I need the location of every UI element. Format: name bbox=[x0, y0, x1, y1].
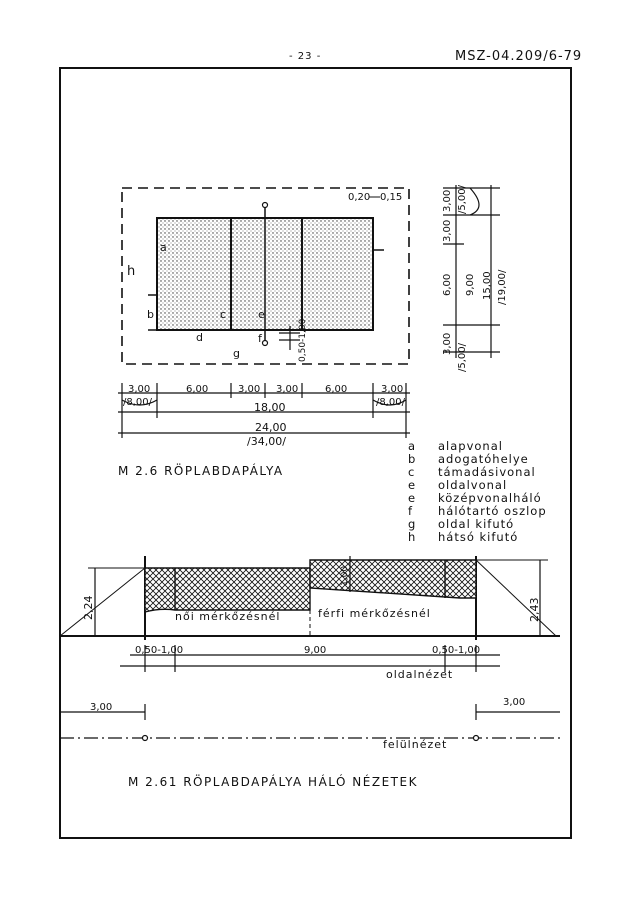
post-offset-right: 0,50-1,00 bbox=[432, 645, 481, 656]
dim-seg3: 3,00 bbox=[276, 384, 299, 395]
side-dim-total-alt: /19,00/ bbox=[497, 269, 508, 305]
letter-f: f bbox=[258, 332, 262, 345]
side-view-label: oldalnézet bbox=[386, 668, 454, 681]
dim-total-length: 24,00 bbox=[255, 421, 287, 434]
dim-end-left-total: /8,00/ bbox=[123, 397, 153, 408]
dim-end-right: 3,00 bbox=[381, 384, 404, 395]
net-post-bottom bbox=[263, 341, 268, 346]
side-dim-mid2: 6,00 bbox=[442, 273, 453, 296]
legend-key: b bbox=[408, 452, 417, 466]
legend-text: hálótartó oszlop bbox=[438, 504, 547, 518]
letter-d: d bbox=[196, 331, 203, 344]
women-label: női mérkőzésnél bbox=[175, 610, 281, 623]
letter-b: b bbox=[147, 308, 154, 321]
side-dim-bottom-alt: /5,00/ bbox=[457, 342, 468, 372]
legend-key: a bbox=[408, 439, 417, 453]
post-offset-left: 0,50-1,00 bbox=[135, 645, 184, 656]
figure-1-caption: M 2.6 RÖPLABDAPÁLYA bbox=[118, 464, 284, 478]
anchor-right: 3,00 bbox=[503, 697, 526, 708]
legend-text: oldal kifutó bbox=[438, 517, 515, 531]
letter-h: h bbox=[127, 264, 136, 279]
legend-text: alapvonal bbox=[438, 439, 503, 453]
dim-seg1: 6,00 bbox=[186, 384, 209, 395]
dim-end-left: 3,00 bbox=[128, 384, 151, 395]
court-plan bbox=[122, 188, 409, 364]
net-post-top bbox=[263, 203, 268, 208]
standard-code: MSZ-04.209/6-79 bbox=[455, 49, 583, 64]
side-dim-half: 9,00 bbox=[465, 273, 476, 296]
center-span: 9,00 bbox=[304, 645, 327, 656]
legend-text: adogatóhelye bbox=[438, 452, 529, 466]
side-dim-bottom: 3,00 bbox=[442, 332, 453, 355]
legend-key: e bbox=[408, 478, 417, 492]
dim-total-length-alt: /34,00/ bbox=[247, 435, 286, 448]
net-depth: 1,00 bbox=[340, 565, 350, 586]
letter-g: g bbox=[233, 347, 240, 360]
dim-end-right-total: /8,00/ bbox=[376, 397, 406, 408]
figure-2-caption: M 2.61 RÖPLABDAPÁLYA HÁLÓ NÉZETEK bbox=[128, 775, 418, 789]
legend-text: középvonalháló bbox=[438, 491, 542, 505]
legend-key: e bbox=[408, 491, 417, 505]
post-offset-dim: 0,50-1,00 bbox=[298, 318, 308, 362]
dim-seg4: 6,00 bbox=[325, 384, 348, 395]
net-post-dim-2: 0,15 bbox=[380, 192, 403, 203]
net-post-dim: 0,20 bbox=[348, 192, 371, 203]
side-dim-top: 3,00 bbox=[442, 189, 453, 212]
letter-e: e bbox=[258, 308, 265, 321]
legend-text: hátsó kifutó bbox=[438, 530, 519, 544]
side-dim-mid1: 3,00 bbox=[442, 219, 453, 242]
net-women bbox=[145, 568, 310, 612]
page-number: - 23 - bbox=[289, 51, 322, 62]
legend-key: h bbox=[408, 530, 417, 544]
net-height-right: 2,43 bbox=[528, 597, 541, 622]
legend-key: c bbox=[408, 465, 416, 479]
legend-text: oldalvonal bbox=[438, 478, 508, 492]
legend-key: f bbox=[408, 504, 414, 518]
letter-a: a bbox=[160, 241, 167, 254]
men-label: férfi mérkőzésnél bbox=[318, 607, 431, 620]
dim-seg2: 3,00 bbox=[238, 384, 261, 395]
net-height-left: 2,24 bbox=[82, 595, 95, 620]
top-view-label: felülnézet bbox=[383, 738, 448, 751]
side-dim-top-alt: /5,00/ bbox=[457, 184, 468, 214]
side-dim-total: 15,00 bbox=[482, 271, 493, 300]
legend-text: támadásivonal bbox=[438, 465, 536, 479]
dim-court-length: 18,00 bbox=[254, 401, 286, 414]
legend-key: g bbox=[408, 517, 417, 531]
anchor-left: 3,00 bbox=[90, 702, 113, 713]
net-men bbox=[310, 560, 476, 598]
letter-c: c bbox=[220, 308, 227, 321]
